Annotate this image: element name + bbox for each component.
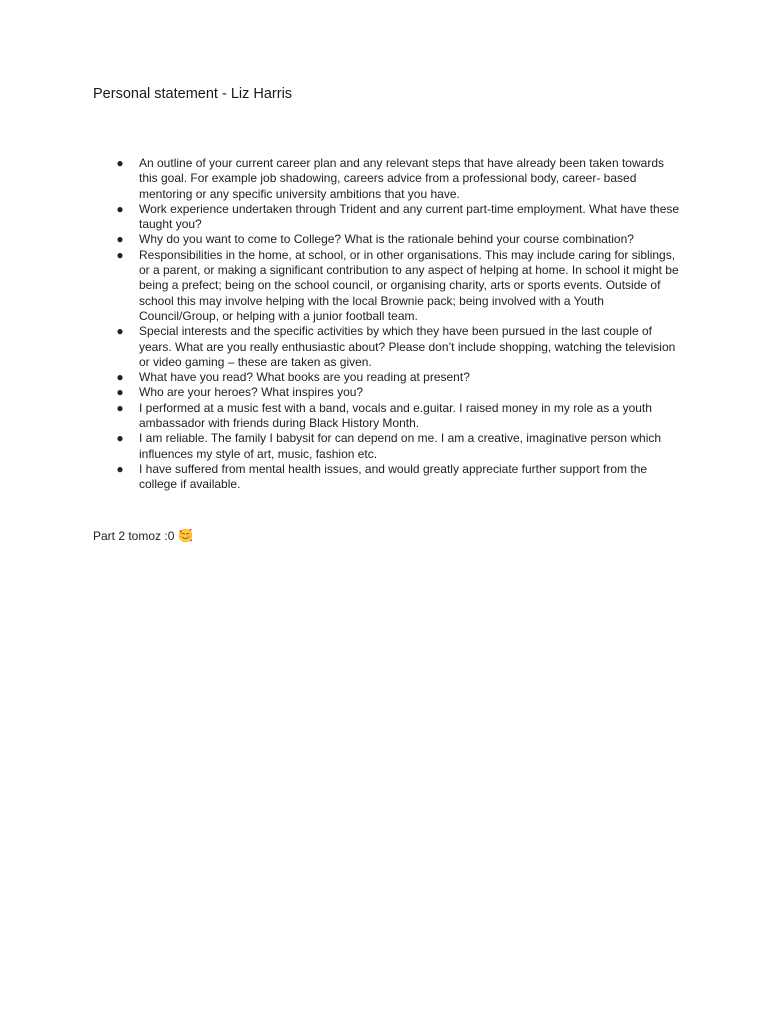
bullet-marker: ● xyxy=(116,400,124,415)
bullet-marker: ● xyxy=(116,385,124,400)
smiling-face-with-hearts-icon xyxy=(178,528,193,543)
bullet-list xyxy=(93,156,683,493)
bullet-text: I have suffered from mental health issues, and would greatly appreciate further support from the college if available. xyxy=(139,461,648,492)
bullet-marker: ● xyxy=(116,247,124,262)
bullet-item xyxy=(93,462,683,493)
bullet-item xyxy=(93,324,683,370)
bullet-item xyxy=(93,248,683,324)
document-title: Personal statement - Liz Harris xyxy=(93,86,293,102)
bullet-marker: ● xyxy=(116,461,124,476)
bullet-text: Special interests and the specific activities by which they have been pursued in the last couple of years. What are you really enthusiastic about? Please don’t include shopping, watching the television or video gaming – these are taken as given. xyxy=(139,324,676,369)
bullet-item xyxy=(93,370,683,385)
bullet-text: Responsibilities in the home, at school, or in other organisations. This may include caring for siblings, or a parent, or making a significant contribution to any aspect of helping at home. In school it might be being a prefect; being on the school council, or organising charity, arts or sports events. Outside of school this may involve helping with the local Brownie pack; being involved with a Youth Council/Group, or helping with a junior football team. xyxy=(139,247,679,323)
bullet-text: Work experience undertaken through Trident and any current part-time employment. What have these taught you? xyxy=(139,201,680,232)
bullet-marker: ● xyxy=(116,324,124,339)
bullet-item xyxy=(93,401,683,432)
bullet-text: Who are your heroes? What inspires you? xyxy=(139,385,364,400)
bullet-text: I am reliable. The family I babysit for can depend on me. I am a creative, imaginative person which influences my style of art, music, fashion etc. xyxy=(139,431,662,461)
bullet-item xyxy=(93,232,683,247)
bullet-text: An outline of your current career plan and any relevant steps that have already been taken towards this goal. For example job shadowing, careers advice from a professional body, career- based mentoring or any specific university ambitions that you have. xyxy=(139,156,664,201)
bullet-marker: ● xyxy=(116,201,124,216)
footer-note xyxy=(93,528,193,544)
bullet-item xyxy=(93,156,683,202)
bullet-marker: ● xyxy=(116,232,124,247)
bullet-item xyxy=(93,431,683,462)
bullet-marker: ● xyxy=(116,370,124,385)
bullet-item xyxy=(93,385,683,400)
bullet-text: I performed at a music fest with a band, vocals and e.guitar. I raised money in my role as a youth ambassador with friends during Black History Month. xyxy=(139,400,652,431)
bullet-marker: ● xyxy=(116,156,124,170)
bullet-item xyxy=(93,202,683,233)
bullet-marker: ● xyxy=(116,431,124,446)
bullet-text: What have you read? What books are you reading at present? xyxy=(139,370,470,385)
footer-note-text: Part 2 tomoz :0 xyxy=(93,529,175,543)
bullet-text: Why do you want to come to College? What is the rationale behind your course combination? xyxy=(139,232,634,247)
